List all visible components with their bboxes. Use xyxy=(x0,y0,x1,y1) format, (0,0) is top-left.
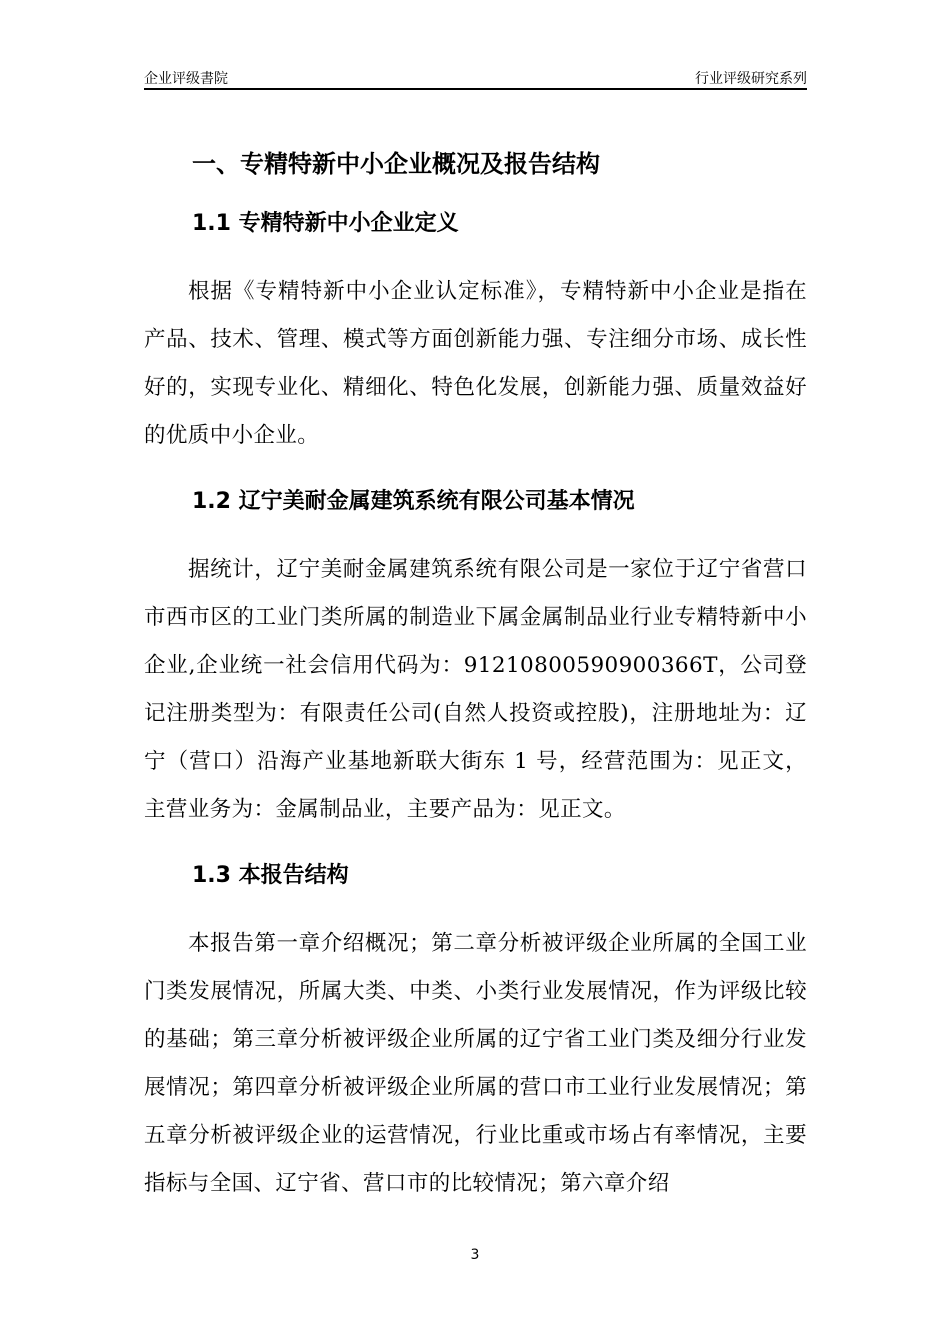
chapter-title: 一、专精特新中小企业概况及报告结构 xyxy=(192,150,600,178)
header-right-text: 行业评级研究系列 xyxy=(695,71,807,87)
section-paragraph-1-2: 据统计，辽宁美耐金属建筑系统有限公司是一家位于辽宁省营口市西市区的工业门类所属的制造业下属金属制品业行业专精特新中小企业,企业统一社会信用代码为：91210800590900366T，公司登记注册类型为：有限责任公司(自然人投资或控股)，注册地址为：辽宁（营口）沿海产业基地新联大街东 1 号，经营范围为：见正文，主营业务为：金属制品业，主要产品为：见正文。 xyxy=(144,557,807,822)
document-body xyxy=(144,140,807,1208)
section-paragraph-1-3: 本报告第一章介绍概况；第二章分析被评级企业所属的全国工业门类发展情况，所属大类、中类、小类行业发展情况，作为评级比较的基础；第三章分析被评级企业所属的辽宁省工业门类及细分行业发展情况；第四章分析被评级企业所属的营口市工业行业发展情况；第五章分析被评级企业的运营情况，行业比重或市场占有率情况，主要指标与全国、辽宁省、营口市的比较情况；第六章介绍 xyxy=(144,931,807,1196)
section-heading-1-1: 1.1 专精特新中小企业定义 xyxy=(192,211,459,236)
page-header xyxy=(144,66,807,90)
section-heading-1-3: 1.3 本报告结构 xyxy=(192,863,349,888)
header-left-text: 企业评级書院 xyxy=(144,71,228,87)
page-number: 3 xyxy=(470,1247,480,1263)
section-heading-1-2: 1.2 辽宁美耐金属建筑系统有限公司基本情况 xyxy=(192,489,635,514)
section-paragraph-1-1: 根据《专精特新中小企业认定标准》，专精特新中小企业是指在产品、技术、管理、模式等方面创新能力强、专注细分市场、成长性好的，实现专业化、精细化、特色化发展，创新能力强、质量效益好的优质中小企业。 xyxy=(144,279,807,448)
